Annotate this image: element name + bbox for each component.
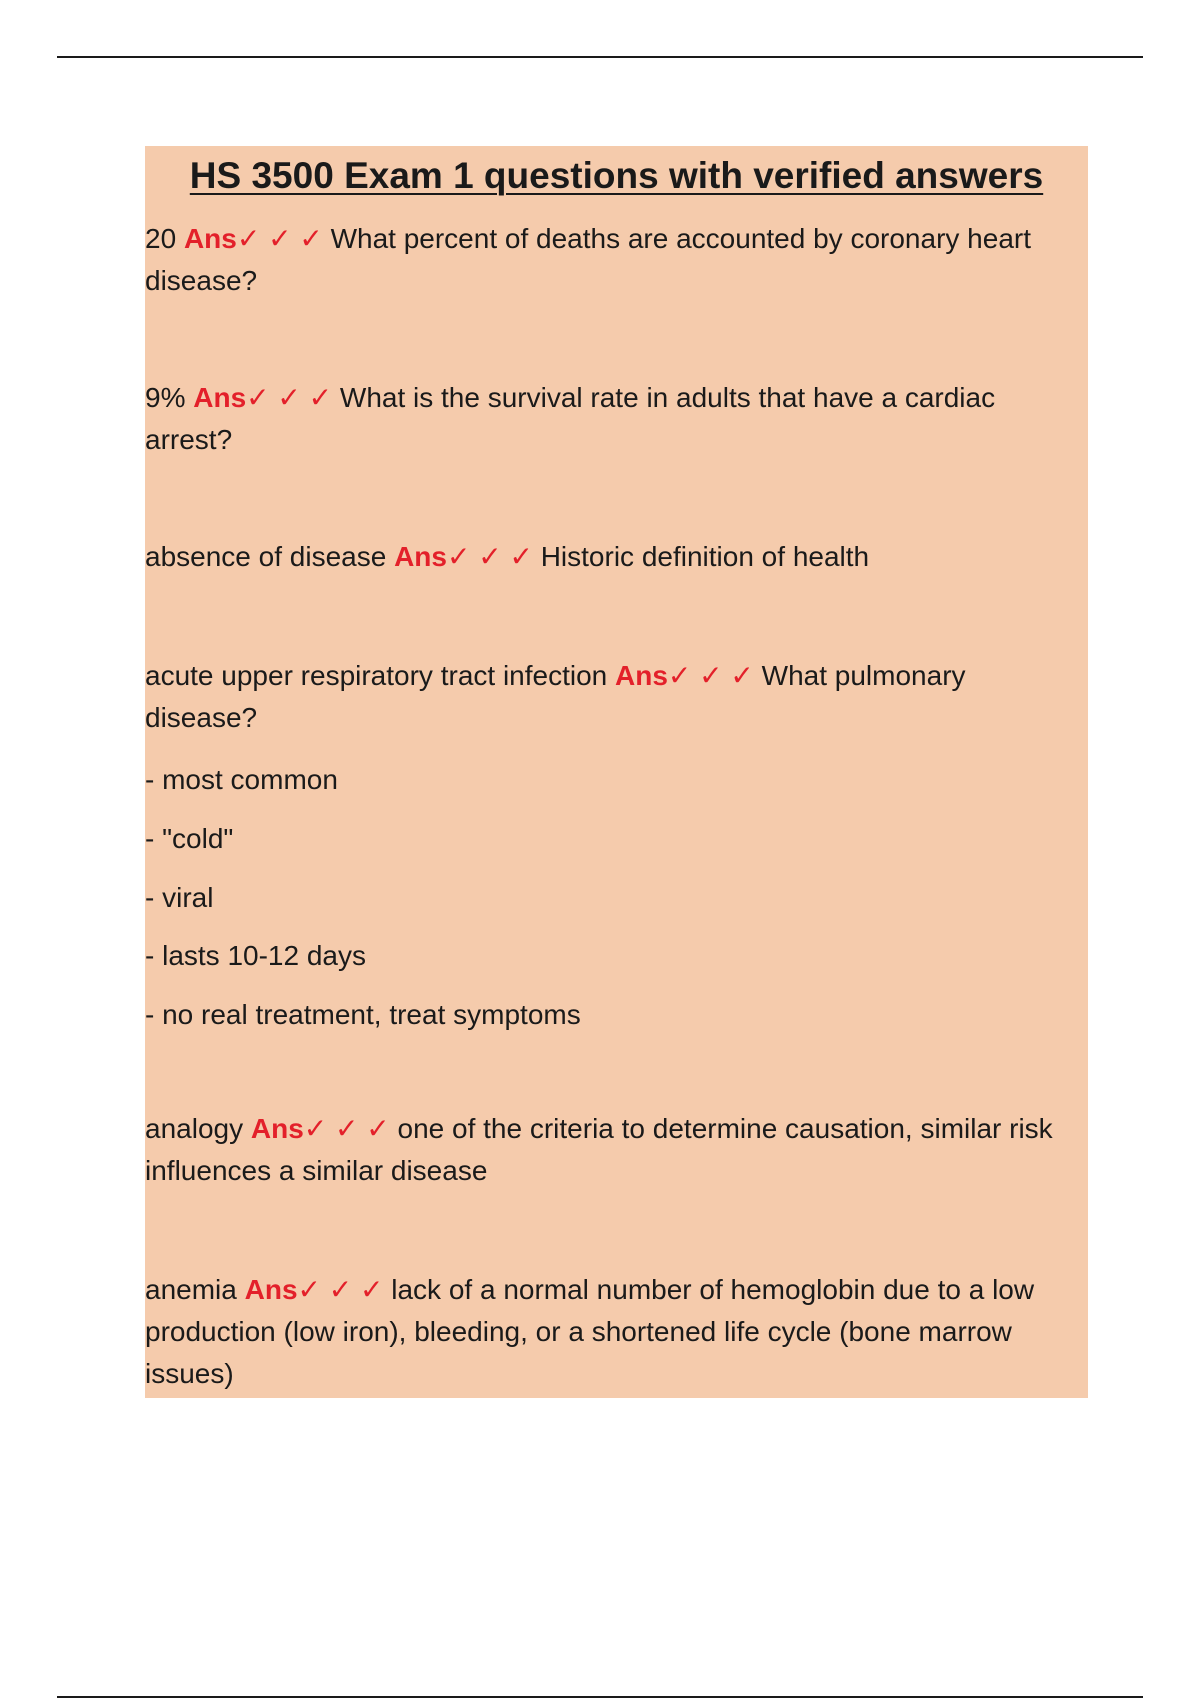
entry-question: Historic definition of health [540,541,870,572]
ans-label: Ans [250,1113,304,1144]
check-marks-icon: ✓ ✓ ✓ [236,223,323,254]
ans-label: Ans [244,1274,298,1305]
header-rule [57,56,1143,58]
detail-line: - viral [145,882,214,913]
check-marks-icon: ✓ ✓ ✓ [303,1113,390,1144]
ans-label: Ans [183,223,237,254]
entry-answer: 9% [145,382,186,413]
qa-entry [145,1269,1085,1395]
ans-label: Ans [615,660,668,691]
qa-entry [145,536,1085,578]
entry-answer: anemia [145,1274,237,1305]
entry-question: What is the survival rate in adults that have a cardiac arrest? [145,382,996,455]
entry-question: What percent of deaths are accounted by coronary heart disease? [145,223,1031,296]
detail-line: - "cold" [145,823,234,854]
qa-entry [145,655,1085,739]
qa-entry [145,218,1085,302]
check-marks-icon: ✓ ✓ ✓ [246,382,333,413]
qa-entry [145,1108,1085,1192]
entry-question: lack of a normal number of hemoglobin due to a low production (low iron), bleeding, or a shortened life cycle (bone marrow issues) [145,1274,1035,1389]
ans-label: Ans [394,541,447,572]
document-title: HS 3500 Exam 1 questions with verified answers [189,155,1044,196]
entry-answer: 20 [145,223,177,254]
entry-question: What pulmonary disease? [145,660,966,733]
entry-answer: acute upper respiratory tract infection [145,660,608,691]
entry-answer: analogy [145,1113,244,1144]
entry-question: one of the criteria to determine causation, similar risk influences a similar disease [145,1113,1053,1186]
ans-label: Ans [193,382,247,413]
entry-answer: absence of disease [145,541,387,572]
check-marks-icon: ✓ ✓ ✓ [297,1274,384,1305]
qa-entry [145,377,1085,461]
detail-line: - most common [145,764,338,795]
detail-line: - lasts 10-12 days [145,940,366,971]
check-marks-icon: ✓ ✓ ✓ [667,660,754,691]
footer-rule [57,1696,1143,1698]
detail-line: - no real treatment, treat symptoms [145,999,581,1030]
check-marks-icon: ✓ ✓ ✓ [446,541,533,572]
highlighted-content-area [145,146,1088,1398]
